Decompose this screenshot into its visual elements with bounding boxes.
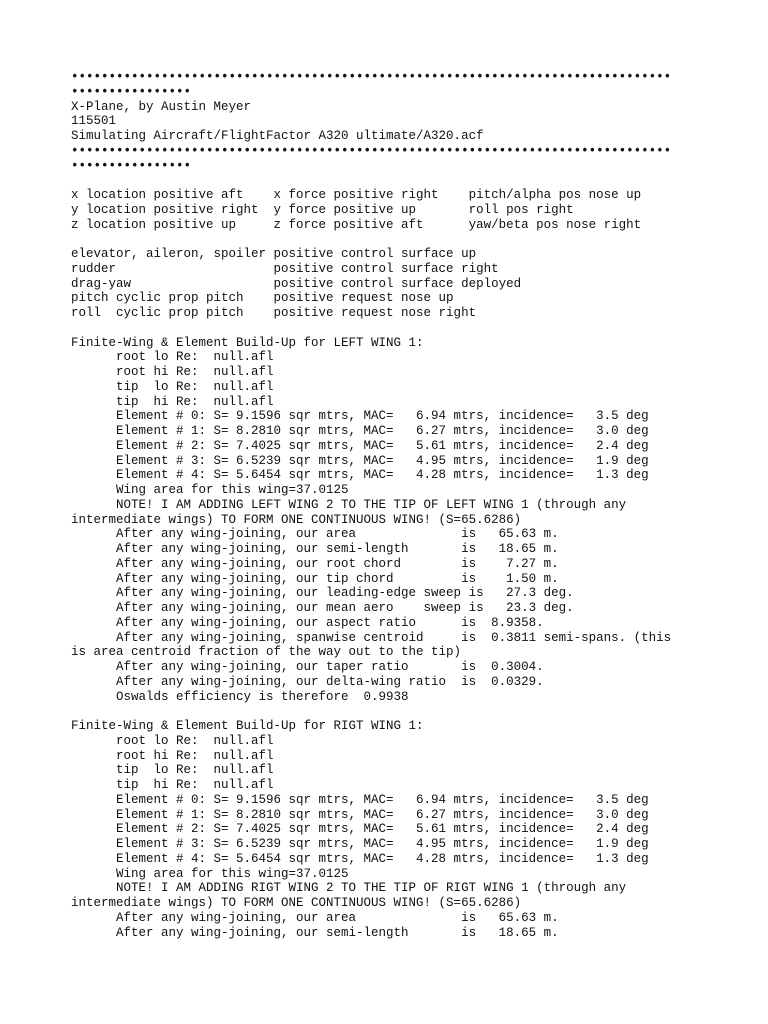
separator-line: •••••••••••••••• (71, 84, 192, 99)
text-line: After any wing-joining, our semi-length is 18.65 m. (71, 925, 559, 940)
control-line: roll cyclic prop pitch positive request nose right (71, 306, 477, 320)
aircraft-path: Simulating Aircraft/FlightFactor A320 ultimate/A320.acf (71, 129, 484, 143)
blank-line (71, 232, 768, 247)
text-line: Element # 1: S= 8.2810 sqr mtrs, MAC= 6.27 mtrs, incidence= 3.0 deg (71, 424, 649, 438)
text-line: intermediate wings) TO FORM ONE CONTINUOUS WING! (S=65.6286) (71, 896, 522, 910)
blank-line (71, 704, 768, 719)
text-line: After any wing-joining, our semi-length is 18.65 m. (71, 542, 559, 556)
text-line: tip hi Re: null.afl (71, 778, 274, 792)
program-title: X-Plane, by Austin Meyer (71, 99, 252, 114)
text-line: After any wing-joining, our taper ratio is 0.3004. (71, 660, 544, 674)
convention-line: z location positive up z force positive aft yaw/beta pos nose right (71, 217, 642, 232)
text-line: After any wing-joining, our delta-wing ratio is 0.0329. (71, 674, 544, 689)
section-title: Finite-Wing & Element Build-Up for LEFT WING 1: (71, 335, 424, 350)
convention-line: y location positive right y force positive up roll pos right (71, 202, 574, 217)
document-page (71, 70, 768, 940)
text-line: After any wing-joining, our tip chord is 1.50 m. (71, 571, 559, 586)
left-wing-section (71, 336, 768, 705)
text-line: Element # 1: S= 8.2810 sqr mtrs, MAC= 6.27 mtrs, incidence= 3.0 deg (71, 807, 649, 822)
left-wing-lines (71, 350, 768, 704)
separator-line: •••••••••••••••••••••••••••••••••••••••••••••••••••••••••••••••••••••••••••••••• (71, 143, 672, 158)
text-line: After any wing-joining, our mean aero sweep is 23.3 deg. (71, 601, 574, 615)
text-line: Wing area for this wing=37.0125 (71, 483, 349, 497)
control-line: elevator, aileron, spoiler positive control surface up (71, 247, 477, 261)
text-line: tip lo Re: null.afl (71, 379, 274, 394)
text-line: Element # 2: S= 7.4025 sqr mtrs, MAC= 5.61 mtrs, incidence= 2.4 deg (71, 822, 649, 837)
text-line: root lo Re: null.afl (71, 733, 274, 748)
text-line: After any wing-joining, our root chord is 7.27 m. (71, 556, 559, 571)
text-line: After any wing-joining, spanwise centroid is 0.3811 semi-spans. (this (71, 630, 672, 645)
text-line: Element # 4: S= 5.6454 sqr mtrs, MAC= 4.28 mtrs, incidence= 1.3 deg (71, 468, 649, 483)
right-wing-section (71, 719, 768, 940)
right-wing-lines (71, 734, 768, 941)
text-line: Element # 0: S= 9.1596 sqr mtrs, MAC= 6.94 mtrs, incidence= 3.5 deg (71, 792, 649, 807)
text-line: After any wing-joining, our aspect ratio is 8.9358. (71, 615, 544, 630)
text-line: Element # 3: S= 6.5239 sqr mtrs, MAC= 4.95 mtrs, incidence= 1.9 deg (71, 453, 649, 468)
text-line: root hi Re: null.afl (71, 365, 274, 379)
text-line: After any wing-joining, our area is 65.63 m. (71, 527, 559, 542)
version-number: 115501 (71, 114, 117, 129)
convention-line: x location positive aft x force positive right pitch/alpha pos nose up (71, 188, 642, 202)
text-line: Element # 4: S= 5.6454 sqr mtrs, MAC= 4.28 mtrs, incidence= 1.3 deg (71, 851, 649, 866)
text-line: intermediate wings) TO FORM ONE CONTINUOUS WING! (S=65.6286) (71, 512, 522, 527)
blank-line (71, 173, 768, 188)
conventions-block (71, 188, 768, 232)
text-line: root lo Re: null.afl (71, 350, 274, 365)
controls-block (71, 247, 768, 321)
text-line: root hi Re: null.afl (71, 748, 274, 763)
blank-line (71, 321, 768, 336)
text-line: Element # 0: S= 9.1596 sqr mtrs, MAC= 6.94 mtrs, incidence= 3.5 deg (71, 409, 649, 424)
separator-line: •••••••••••••••• (71, 158, 192, 173)
separator-line: •••••••••••••••••••••••••••••••••••••••••••••••••••••••••••••••••••••••••••••••• (71, 70, 672, 84)
text-line: After any wing-joining, our leading-edge sweep is 27.3 deg. (71, 586, 574, 601)
text-line: Wing area for this wing=37.0125 (71, 866, 349, 881)
control-line: drag-yaw positive control surface deployed (71, 276, 522, 291)
section-title: Finite-Wing & Element Build-Up for RIGT WING 1: (71, 719, 424, 733)
text-line: is area centroid fraction of the way out to the tip) (71, 645, 462, 660)
control-line: pitch cyclic prop pitch positive request nose up (71, 291, 454, 306)
text-line: NOTE! I AM ADDING LEFT WING 2 TO THE TIP OF LEFT WING 1 (through any (71, 497, 627, 512)
control-line: rudder positive control surface right (71, 261, 499, 276)
text-line: Element # 2: S= 7.4025 sqr mtrs, MAC= 5.61 mtrs, incidence= 2.4 deg (71, 438, 649, 453)
text-line: tip hi Re: null.afl (71, 394, 274, 409)
text-line: Oswalds efficiency is therefore 0.9938 (71, 689, 409, 704)
text-line: tip lo Re: null.afl (71, 763, 274, 778)
text-line: Element # 3: S= 6.5239 sqr mtrs, MAC= 4.95 mtrs, incidence= 1.9 deg (71, 837, 649, 851)
text-line: NOTE! I AM ADDING RIGT WING 2 TO THE TIP OF RIGT WING 1 (through any (71, 881, 627, 896)
text-line: After any wing-joining, our area is 65.63 m. (71, 910, 559, 925)
